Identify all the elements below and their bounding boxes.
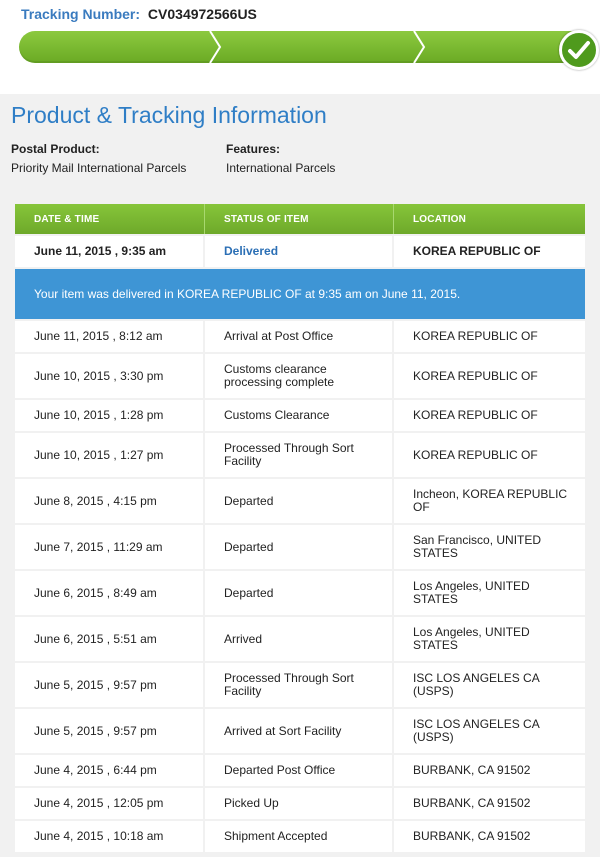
table-row [15, 354, 585, 398]
cell-date: June 5, 2015 , 9:57 pm [15, 709, 205, 753]
table-row [15, 788, 585, 819]
cell-status: Arrived at Sort Facility [205, 709, 394, 753]
cell-status: Arrived [205, 617, 394, 661]
header-location: LOCATION [394, 204, 585, 234]
cell-date: June 8, 2015 , 4:15 pm [15, 479, 205, 523]
features-label: Features: [226, 142, 281, 156]
header-status: STATUS OF ITEM [205, 204, 394, 234]
tracking-number-label: Tracking Number: [21, 6, 141, 22]
table-header-row [15, 204, 585, 234]
delivery-note-row [15, 269, 585, 319]
cell-status: Arrival at Post Office [205, 321, 394, 352]
table-row [15, 755, 585, 786]
table-row [15, 663, 585, 707]
postal-product-label: Postal Product: [11, 142, 100, 156]
cell-date: June 7, 2015 , 11:29 am [15, 525, 205, 569]
table-row [15, 400, 585, 431]
cell-date: June 4, 2015 , 10:18 am [15, 821, 205, 852]
cell-location: ISC LOS ANGELES CA (USPS) [394, 663, 585, 707]
progress-step-divider [411, 31, 427, 63]
table-row-latest [15, 236, 585, 267]
cell-date: June 10, 2015 , 3:30 pm [15, 354, 205, 398]
cell-date: June 10, 2015 , 1:28 pm [15, 400, 205, 431]
progress-bar [19, 31, 599, 63]
progress-fill [19, 31, 589, 63]
header-date-time: DATE & TIME [15, 204, 205, 234]
cell-location: BURBANK, CA 91502 [394, 755, 585, 786]
cell-date: June 10, 2015 , 1:27 pm [15, 433, 205, 477]
cell-status: Processed Through Sort Facility [205, 663, 394, 707]
cell-location: KOREA REPUBLIC OF [394, 354, 585, 398]
panel-title: Product & Tracking Information [11, 102, 327, 128]
tracking-table [15, 202, 585, 854]
cell-location: KOREA REPUBLIC OF [394, 433, 585, 477]
cell-status-delivered: Delivered [205, 236, 394, 267]
delivered-check-icon [559, 30, 599, 70]
table-row [15, 321, 585, 352]
tracking-number-value: CV034972566US [147, 6, 257, 22]
cell-status: Departed Post Office [205, 755, 394, 786]
cell-location: KOREA REPUBLIC OF [394, 321, 585, 352]
cell-date: June 11, 2015 , 8:12 am [15, 321, 205, 352]
cell-date: June 5, 2015 , 9:57 pm [15, 663, 205, 707]
cell-date: June 6, 2015 , 8:49 am [15, 571, 205, 615]
tracking-number-header [21, 6, 257, 22]
delivery-note: Your item was delivered in KOREA REPUBLIC OF at 9:35 am on June 11, 2015. [15, 269, 585, 319]
table-row [15, 525, 585, 569]
cell-location: KOREA REPUBLIC OF [394, 400, 585, 431]
postal-product-value: Priority Mail International Parcels [11, 161, 187, 175]
cell-location: San Francisco, UNITED STATES [394, 525, 585, 569]
progress-step-divider [207, 31, 223, 63]
cell-date: June 11, 2015 , 9:35 am [15, 236, 205, 267]
cell-status: Departed [205, 571, 394, 615]
cell-status: Departed [205, 479, 394, 523]
cell-date: June 4, 2015 , 6:44 pm [15, 755, 205, 786]
features-value: International Parcels [226, 161, 336, 175]
cell-location: Incheon, KOREA REPUBLIC OF [394, 479, 585, 523]
table-row [15, 479, 585, 523]
product-tracking-panel [0, 94, 600, 857]
table-row [15, 821, 585, 852]
cell-location: BURBANK, CA 91502 [394, 821, 585, 852]
cell-status: Shipment Accepted [205, 821, 394, 852]
table-row [15, 617, 585, 661]
cell-status: Departed [205, 525, 394, 569]
cell-date: June 6, 2015 , 5:51 am [15, 617, 205, 661]
cell-status: Customs Clearance [205, 400, 394, 431]
cell-location: KOREA REPUBLIC OF [394, 236, 585, 267]
cell-location: Los Angeles, UNITED STATES [394, 617, 585, 661]
cell-status: Picked Up [205, 788, 394, 819]
cell-location: ISC LOS ANGELES CA (USPS) [394, 709, 585, 753]
table-row [15, 709, 585, 753]
cell-status: Customs clearance processing complete [205, 354, 394, 398]
table-row [15, 571, 585, 615]
cell-date: June 4, 2015 , 12:05 pm [15, 788, 205, 819]
cell-status: Processed Through Sort Facility [205, 433, 394, 477]
table-row [15, 433, 585, 477]
cell-location: BURBANK, CA 91502 [394, 788, 585, 819]
cell-location: Los Angeles, UNITED STATES [394, 571, 585, 615]
